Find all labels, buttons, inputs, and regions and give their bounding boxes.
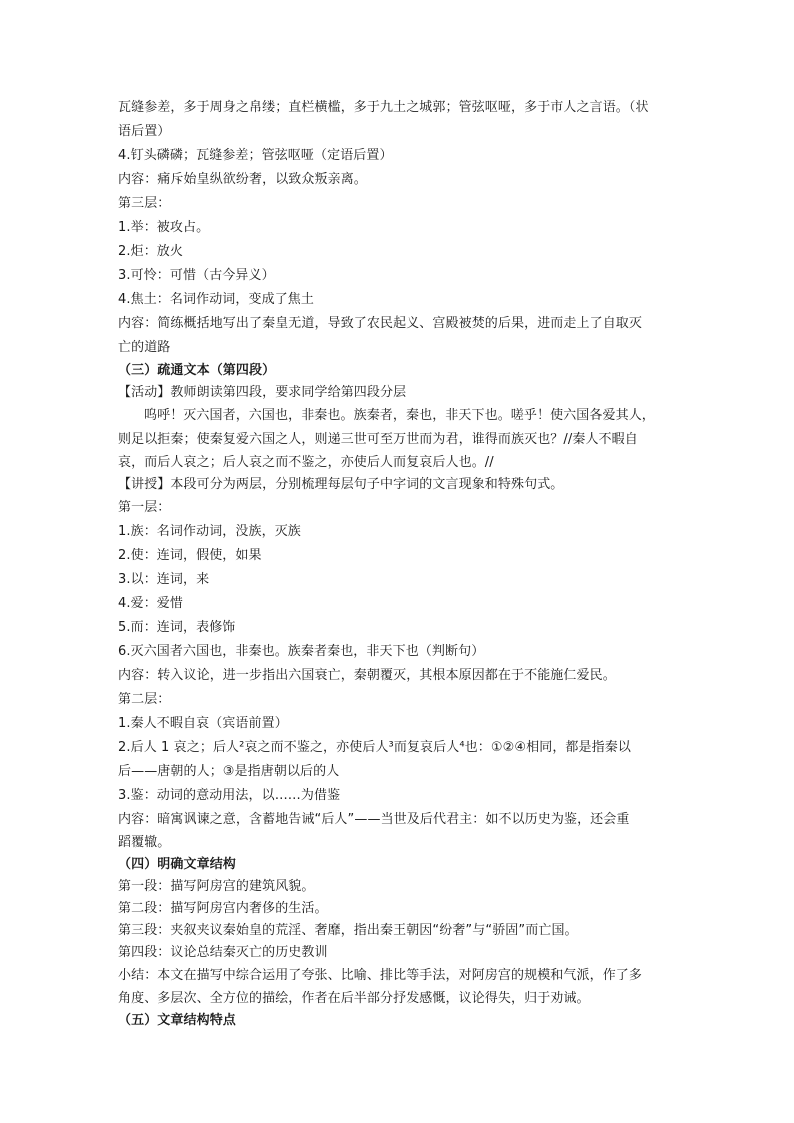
- quoted-passage-line: 哀，而后人哀之；后人哀之而不鉴之，亦使后人而复哀后人也。//: [118, 455, 494, 470]
- text-line: 角度、多层次、全方位的描绘，作者在后半部分抒发感慨，议论得失，归于劝诫。: [118, 991, 590, 1006]
- text-line: 第一段：描写阿房宫的建筑风貌。: [118, 879, 315, 894]
- text-line: 【讲授】本段可分为两层，分别梳理每层句子中字词的文言现象和特殊句式。: [118, 477, 564, 492]
- text-line: 6.灭六国者六国也，非秦也。族秦者秦也，非天下也（判断句）: [118, 644, 485, 659]
- text-line: 2.后人 1 哀之；后人²哀之而不鉴之，亦使后人³而复哀后人⁴也：①②④相同，都是指秦以: [118, 740, 631, 755]
- text-line: 后——唐朝的人；③是指唐朝以后的人: [118, 764, 340, 779]
- quoted-passage-line: 则足以拒秦；使秦复爱六国之人，则递三世可至万世而为君，谁得而族灭也？//秦人不暇自: [118, 432, 638, 447]
- text-line: 小结：本文在描写中综合运用了夸张、比喻、排比等手法，对阿房宫的规模和气派，作了多: [118, 968, 643, 983]
- text-line: 1.举：被攻占。: [118, 220, 210, 235]
- text-line: 第四段：议论总结秦灭亡的历史教训: [118, 945, 328, 960]
- text-line: 瓦缝参差，多于周身之帛缕；直栏横槛，多于九土之城郭；管弦呕哑，多于市人之言语。（状: [118, 100, 649, 115]
- document-body: [118, 96, 680, 1032]
- text-line: 内容：痛斥始皇纵欲纷奢，以致众叛亲离。: [118, 172, 367, 187]
- text-line: 内容：简练概括地写出了秦皇无道，导致了农民起义、宫殿被焚的后果，进而走上了自取灭: [118, 316, 643, 331]
- text-line: 4.焦土：名词作动词，变成了焦土: [118, 292, 315, 307]
- text-line: 【活动】教师朗读第四段，要求同学给第四段分层: [118, 385, 407, 400]
- text-line: 3.可怜：可惜（古今异义）: [118, 268, 275, 283]
- quoted-passage-line: 呜呼！灭六国者，六国也，非秦也。族秦者，秦也，非天下也。嗟乎！使六国各爱其人，: [144, 408, 655, 423]
- text-line: 第二层：: [118, 692, 171, 707]
- text-line: 第一层：: [118, 500, 171, 515]
- text-line: 语后置）: [118, 124, 171, 139]
- text-line: 3.鉴：动词的意动用法，以……为借鉴: [118, 788, 341, 803]
- text-line: 1.族：名词作动词，没族，灭族: [118, 524, 301, 539]
- text-line: 5.而：连词，表修饰: [118, 620, 236, 635]
- section-heading: （三）疏通文本（第四段）: [118, 363, 276, 378]
- text-line: 第三段：夹叙夹议秦始皇的荒淫、奢靡，指出秦王朝因“纷奢”与“骄固”而亡国。: [118, 923, 578, 938]
- section-heading: （四）明确文章结构: [118, 857, 236, 872]
- section-heading: （五）文章结构特点: [118, 1013, 236, 1028]
- text-line: 内容：暗寓讽谏之意，含蓄地告诫“后人”——当世及后代君主：如不以历史为鉴，还会重: [118, 812, 630, 827]
- text-line: 2.使：连词，假使，如果: [118, 548, 262, 563]
- text-line: 4.钉头磷磷；瓦缝参差；管弦呕哑（定语后置）: [118, 148, 393, 163]
- text-line: 亡的道路: [118, 340, 171, 355]
- text-line: 第三层：: [118, 196, 171, 211]
- text-line: 2.炬：放火: [118, 244, 184, 259]
- text-line: 3.以：连词，来: [118, 572, 210, 587]
- text-line: 内容：转入议论，进一步指出六国衰亡，秦朝覆灭，其根本原因都在于不能施仁爱民。: [118, 668, 616, 683]
- text-line: 4.爱：爱惜: [118, 596, 184, 611]
- text-line: 第二段：描写阿房宫内奢侈的生活。: [118, 901, 328, 916]
- text-line: 1.秦人不暇自哀（宾语前置）: [118, 716, 288, 731]
- text-line: 蹈覆辙。: [118, 835, 171, 850]
